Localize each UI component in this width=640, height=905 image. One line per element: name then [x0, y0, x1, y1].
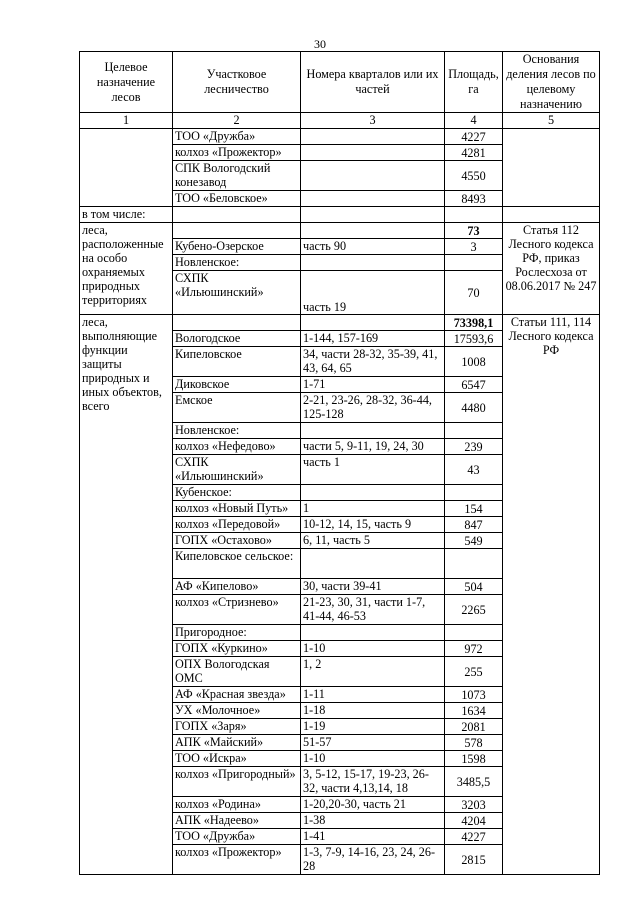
- forestry-cell: колхоз «Прожектор»: [173, 845, 301, 875]
- area-cell: 3: [445, 239, 503, 255]
- area-cell: 972: [445, 641, 503, 657]
- column-number: 1: [80, 113, 173, 129]
- quarters-cell: 1-41: [301, 829, 445, 845]
- header-purpose: Целевое назначение лесов: [80, 52, 173, 113]
- quarters-cell: 1: [301, 501, 445, 517]
- forestry-cell: Кипеловское: [173, 347, 301, 377]
- area-cell: [445, 625, 503, 641]
- purpose-cell: леса, выполняющие функции защиты природных и иных объектов, всего: [80, 315, 173, 875]
- quarters-cell: 1-19: [301, 719, 445, 735]
- area-cell: 1008: [445, 347, 503, 377]
- forestry-cell: колхоз «Пригородный»: [173, 767, 301, 797]
- forestry-cell: колхоз «Нефедово»: [173, 439, 301, 455]
- quarters-cell: 6, 11, часть 5: [301, 533, 445, 549]
- forestry-cell: Новленское:: [173, 423, 301, 439]
- forestry-cell: Новленское:: [173, 255, 301, 271]
- quarters-cell: [301, 191, 445, 207]
- area-cell: 6547: [445, 377, 503, 393]
- group-total-area: 73: [445, 223, 503, 239]
- quarters-cell: 1-10: [301, 641, 445, 657]
- group-total-row: [80, 223, 600, 239]
- area-cell: 70: [445, 271, 503, 315]
- quarters-cell: 3, 5-12, 15-17, 19-23, 26-32, части 4,13,14, 18: [301, 767, 445, 797]
- quarters-cell: [301, 485, 445, 501]
- area-cell: 1073: [445, 687, 503, 703]
- area-cell: [445, 423, 503, 439]
- page-number: 30: [314, 37, 326, 51]
- forestry-cell: СХПК «Ильюшинский»: [173, 455, 301, 485]
- forestry-cell: колхоз «Передовой»: [173, 517, 301, 533]
- area-cell: 2265: [445, 595, 503, 625]
- area-cell: 1598: [445, 751, 503, 767]
- column-number: 2: [173, 113, 301, 129]
- area-cell: 4550: [445, 161, 503, 191]
- area-cell: [445, 255, 503, 271]
- area-cell: 255: [445, 657, 503, 687]
- forestry-cell: СПК Вологодский конезавод: [173, 161, 301, 191]
- area-cell: 2081: [445, 719, 503, 735]
- forestry-cell: колхоз «Родина»: [173, 797, 301, 813]
- forestry-cell: Диковское: [173, 377, 301, 393]
- column-number: 4: [445, 113, 503, 129]
- area-cell: [445, 485, 503, 501]
- quarters-cell: 1-11: [301, 687, 445, 703]
- quarters-cell: 2-21, 23-26, 28-32, 36-44, 125-128: [301, 393, 445, 423]
- area-cell: [445, 549, 503, 579]
- basis-cell-empty: [503, 129, 600, 207]
- quarters-cell: [301, 625, 445, 641]
- quarters-cell: [301, 161, 445, 191]
- forestry-cell: Кубенское:: [173, 485, 301, 501]
- purpose-cell: леса, расположенные на особо охраняемых природных территориях: [80, 223, 173, 315]
- forestry-cell: АФ «Кипелово»: [173, 579, 301, 595]
- quarters-cell: 51-57: [301, 735, 445, 751]
- area-cell: 504: [445, 579, 503, 595]
- forestry-cell: АПК «Надеево»: [173, 813, 301, 829]
- quarters-cell: [301, 549, 445, 579]
- forestry-cell: Кубено-Озерское: [173, 239, 301, 255]
- including-label: в том числе:: [80, 207, 173, 223]
- header-row: [80, 52, 600, 113]
- quarters-cell: 34, части 28-32, 35-39, 41, 43, 64, 65: [301, 347, 445, 377]
- quarters-cell: 1-38: [301, 813, 445, 829]
- forestry-cell: ТОО «Искра»: [173, 751, 301, 767]
- column-number: 5: [503, 113, 600, 129]
- area-cell: 3485,5: [445, 767, 503, 797]
- area-cell: 4227: [445, 829, 503, 845]
- header-basis: Основания деления лесов по целевому назначению: [503, 52, 600, 113]
- forestry-cell: ТОО «Беловское»: [173, 191, 301, 207]
- header-quarters: Номера кварталов или их частей: [301, 52, 445, 113]
- area-cell: 4227: [445, 129, 503, 145]
- quarters-cell: 10-12, 14, 15, часть 9: [301, 517, 445, 533]
- group-total-row: [80, 315, 600, 331]
- area-cell: 154: [445, 501, 503, 517]
- area-cell: 4204: [445, 813, 503, 829]
- quarters-cell: [301, 423, 445, 439]
- area-cell: 239: [445, 439, 503, 455]
- forestry-cell: Кипеловское сельское:: [173, 549, 301, 579]
- quarters-cell: [301, 129, 445, 145]
- quarters-cell: 1-3, 7-9, 14-16, 23, 24, 26-28: [301, 845, 445, 875]
- table-row: [80, 129, 600, 145]
- basis-cell: Статья 112 Лесного кодекса РФ, приказ Рослесхоза от 08.06.2017 № 247: [503, 223, 600, 315]
- forestry-cell: Емское: [173, 393, 301, 423]
- quarters-cell: часть 19: [301, 271, 445, 315]
- column-number-row: [80, 113, 600, 129]
- forestry-cell: АФ «Красная звезда»: [173, 687, 301, 703]
- area-cell: 4480: [445, 393, 503, 423]
- forest-purpose-table: [79, 51, 600, 875]
- area-cell: 1634: [445, 703, 503, 719]
- quarters-cell: 21-23, 30, 31, части 1-7, 41-44, 46-53: [301, 595, 445, 625]
- header-forestry: Участковое лесничество: [173, 52, 301, 113]
- forestry-cell: колхоз «Стризнево»: [173, 595, 301, 625]
- forestry-cell: АПК «Майский»: [173, 735, 301, 751]
- area-cell: 578: [445, 735, 503, 751]
- forestry-cell: СХПК «Ильюшинский»: [173, 271, 301, 315]
- forestry-cell: колхоз «Новый Путь»: [173, 501, 301, 517]
- quarters-cell: 1-144, 157-169: [301, 331, 445, 347]
- quarters-cell: [301, 145, 445, 161]
- forestry-cell: ГОПХ «Куркино»: [173, 641, 301, 657]
- forestry-cell: колхоз «Прожектор»: [173, 145, 301, 161]
- area-cell: 847: [445, 517, 503, 533]
- forestry-cell: ОПХ Вологодская ОМС: [173, 657, 301, 687]
- header-area: Площадь, га: [445, 52, 503, 113]
- including-row: [80, 207, 600, 223]
- forestry-cell: Пригородное:: [173, 625, 301, 641]
- area-cell: 3203: [445, 797, 503, 813]
- quarters-cell: 1-20,20-30, часть 21: [301, 797, 445, 813]
- forestry-cell: ГОПХ «Остахово»: [173, 533, 301, 549]
- basis-cell: Статьи 111, 114 Лесного кодекса РФ: [503, 315, 600, 875]
- quarters-cell: [301, 255, 445, 271]
- group-total-area: 73398,1: [445, 315, 503, 331]
- area-cell: 8493: [445, 191, 503, 207]
- area-cell: 43: [445, 455, 503, 485]
- quarters-cell: 1-18: [301, 703, 445, 719]
- quarters-cell: части 5, 9-11, 19, 24, 30: [301, 439, 445, 455]
- forestry-cell: ГОПХ «Заря»: [173, 719, 301, 735]
- area-cell: 17593,6: [445, 331, 503, 347]
- area-cell: 4281: [445, 145, 503, 161]
- purpose-cell-empty: [80, 129, 173, 207]
- quarters-cell: 1, 2: [301, 657, 445, 687]
- forestry-cell: ТОО «Дружба»: [173, 829, 301, 845]
- quarters-cell: 1-71: [301, 377, 445, 393]
- area-cell: 549: [445, 533, 503, 549]
- group2-body: [80, 315, 600, 875]
- forestry-cell: УХ «Молочное»: [173, 703, 301, 719]
- quarters-cell: часть 90: [301, 239, 445, 255]
- area-cell: 2815: [445, 845, 503, 875]
- forestry-cell: ТОО «Дружба»: [173, 129, 301, 145]
- quarters-cell: часть 1: [301, 455, 445, 485]
- quarters-cell: 1-10: [301, 751, 445, 767]
- column-number: 3: [301, 113, 445, 129]
- quarters-cell: 30, части 39-41: [301, 579, 445, 595]
- forestry-cell: Вологодское: [173, 331, 301, 347]
